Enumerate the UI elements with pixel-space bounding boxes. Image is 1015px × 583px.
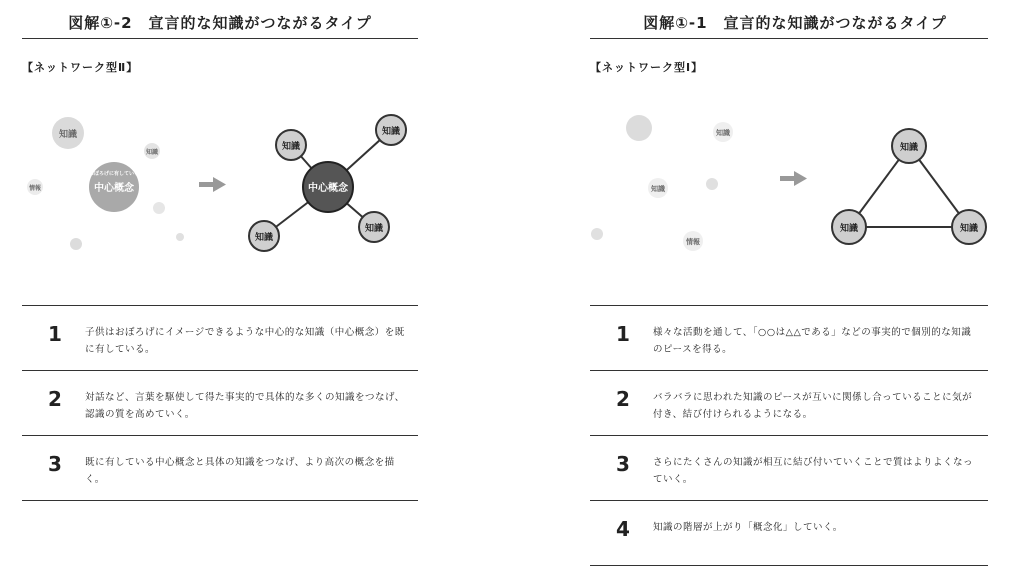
step-number: 1 xyxy=(48,322,62,346)
info-label: 情報 xyxy=(686,238,700,246)
diagram-network-2 xyxy=(0,90,440,280)
step-item xyxy=(590,370,988,435)
vague-concept-caption: おぼろげに有している xyxy=(88,171,140,177)
knowledge-node-label: 知識 xyxy=(899,143,919,153)
step-text: 子供はおぼろげにイメージできるような中心的な知識（中心概念）を既に有している。 xyxy=(85,327,405,355)
figure-network-type-2 xyxy=(0,0,440,583)
dot xyxy=(176,233,184,241)
info-label: 情報 xyxy=(28,185,42,192)
step-item xyxy=(22,305,418,370)
dot xyxy=(153,202,165,214)
step-number: 1 xyxy=(616,322,630,346)
knowledge-node-label: 知識 xyxy=(254,233,274,243)
figure-subtitle: 【ネットワーク型Ⅰ】 xyxy=(590,61,704,74)
step-item xyxy=(22,435,418,501)
knowledge-label: 知識 xyxy=(145,149,159,156)
dot xyxy=(626,115,652,141)
step-text: さらにたくさんの知識が相互に結び付いていくことで質はよりよくなっていく。 xyxy=(653,457,974,485)
figure-title: 図解①-1 宣言的な知識がつながるタイプ xyxy=(643,14,947,32)
steps-list xyxy=(22,305,418,501)
dot xyxy=(70,238,82,250)
figure-title: 図解①-2 宣言的な知識がつながるタイプ xyxy=(68,14,372,32)
knowledge-label: 知識 xyxy=(651,185,665,193)
step-number: 2 xyxy=(616,387,630,411)
step-number: 4 xyxy=(616,517,630,541)
step-item xyxy=(590,500,988,566)
step-text: 知識の階層が上がり「概念化」していく。 xyxy=(653,522,843,533)
dot xyxy=(706,178,718,190)
step-number: 2 xyxy=(48,387,62,411)
knowledge-node-label: 知識 xyxy=(364,224,384,234)
knowledge-node-label: 知識 xyxy=(381,127,401,137)
title-rule xyxy=(22,38,418,39)
steps-list xyxy=(590,305,988,566)
figure-subtitle: 【ネットワーク型Ⅱ】 xyxy=(22,61,139,74)
step-text: 対話など、言葉を駆使して得た事実的で具体的な多くの知識をつなげ、認識の質を高めていく。 xyxy=(85,392,405,420)
arrow-icon xyxy=(780,171,807,186)
central-concept-label: 中心概念 xyxy=(308,183,348,194)
knowledge-label: 知識 xyxy=(58,130,78,140)
knowledge-node-label: 知識 xyxy=(959,224,979,234)
title-rule xyxy=(590,38,988,39)
diagram-network-1 xyxy=(575,90,1015,280)
dot xyxy=(591,228,603,240)
step-text: バラバラに思われた知識のピースが互いに関係し合っていることに気が付き、結び付けられるようになる。 xyxy=(653,392,973,420)
knowledge-node-label: 知識 xyxy=(281,142,301,152)
step-item xyxy=(590,305,988,370)
knowledge-label: 知識 xyxy=(716,129,730,137)
step-number: 3 xyxy=(48,452,62,476)
step-text: 様々な活動を通して、「○○は△△である」などの事実的で個別的な知識のピースを得る。 xyxy=(653,327,972,355)
step-item xyxy=(22,370,418,435)
step-text: 既に有している中心概念と具体の知識をつなげ、より高次の概念を描く。 xyxy=(85,457,395,485)
central-concept-label: 中心概念 xyxy=(94,183,134,194)
knowledge-node-label: 知識 xyxy=(839,224,859,234)
step-number: 3 xyxy=(616,452,630,476)
arrow-icon xyxy=(199,177,226,192)
figure-network-type-1 xyxy=(575,0,1015,583)
step-item xyxy=(590,435,988,500)
